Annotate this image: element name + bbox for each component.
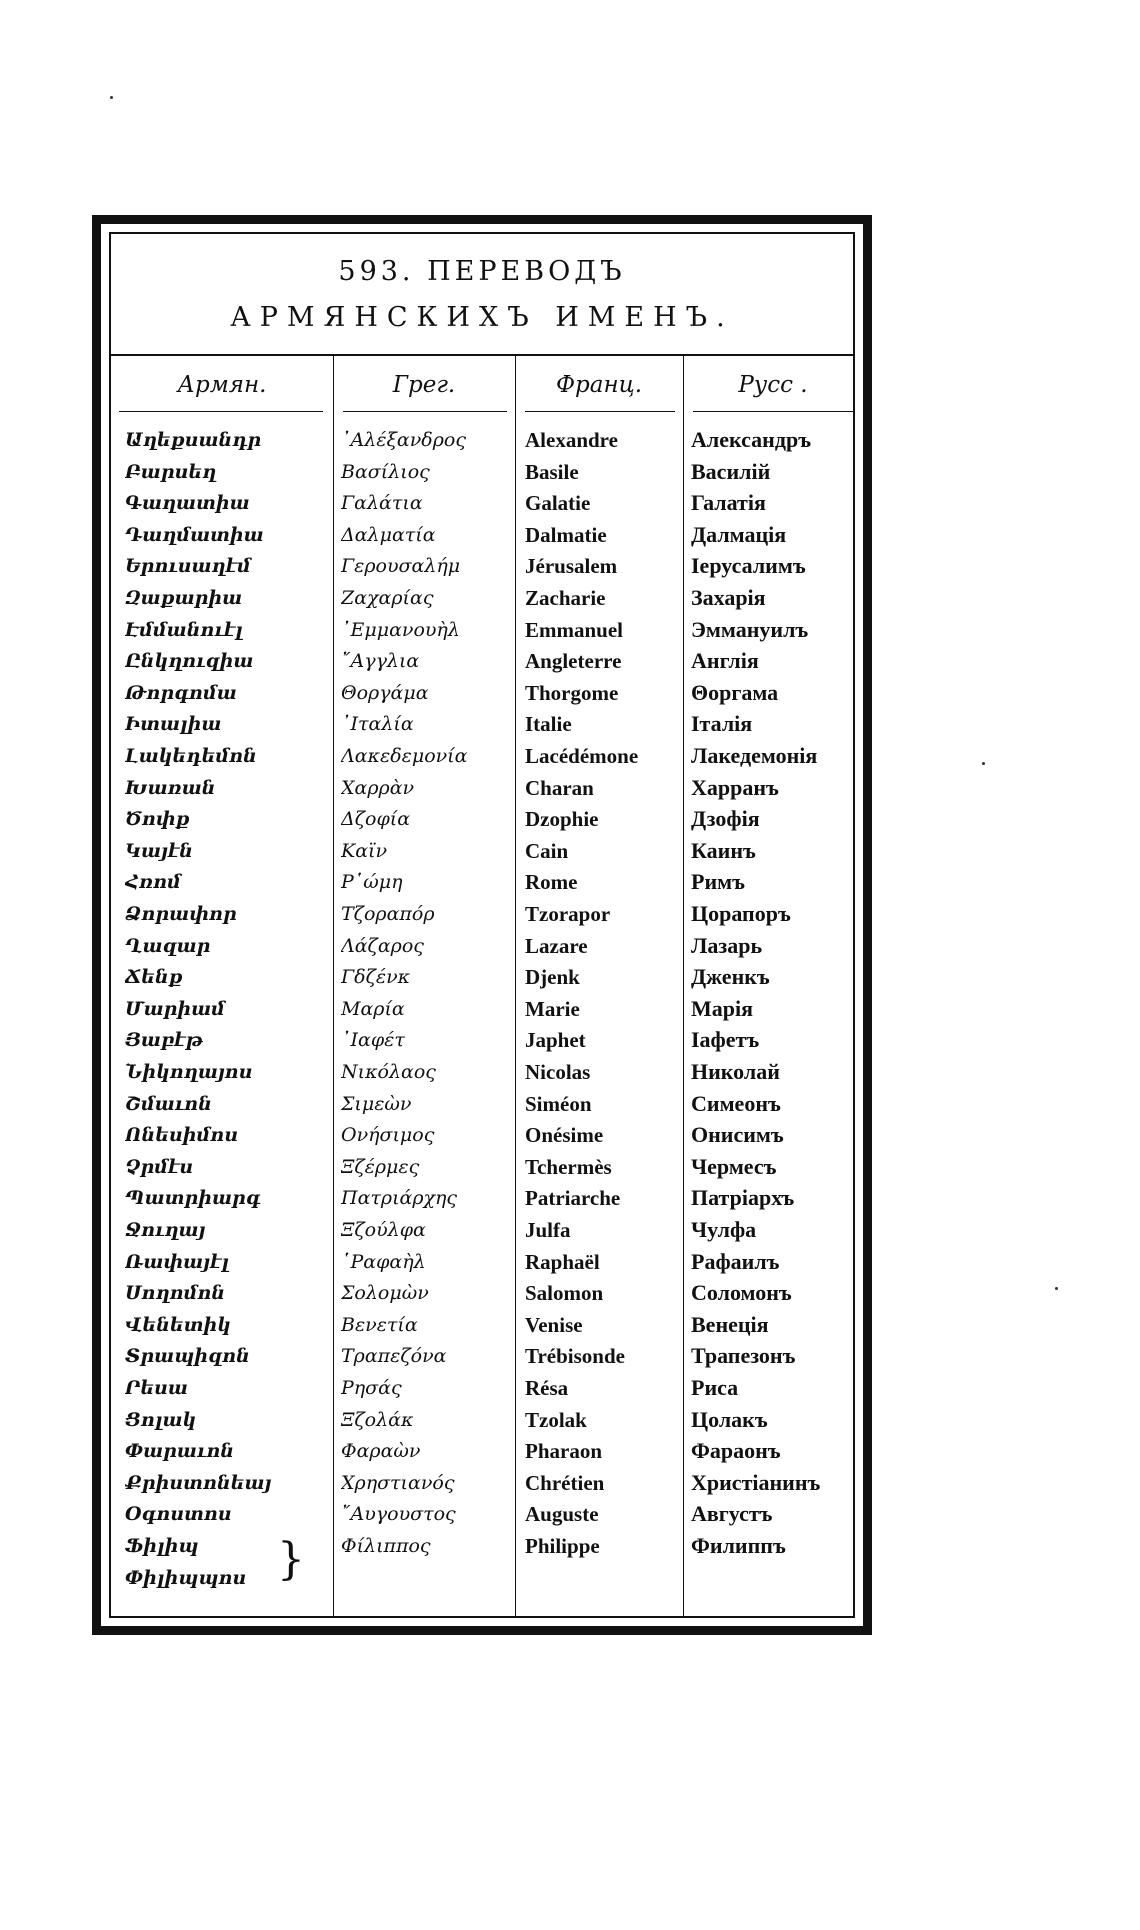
table-row bbox=[111, 866, 853, 898]
russian-name: Захарія bbox=[691, 585, 766, 610]
french-name: Nicolas bbox=[525, 1060, 591, 1084]
table-row bbox=[111, 487, 853, 519]
french-name: Lazare bbox=[525, 933, 588, 958]
table-row bbox=[111, 1467, 853, 1499]
table-row bbox=[111, 930, 853, 962]
greek-name: Λάζαρος bbox=[341, 934, 424, 957]
russian-name bbox=[691, 1562, 869, 1594]
table-row bbox=[111, 740, 853, 772]
table-row bbox=[111, 456, 853, 488]
greek-name: Χρηστιανός bbox=[341, 1471, 455, 1494]
russian-name: Цорапоръ bbox=[691, 901, 791, 926]
table-row bbox=[111, 1404, 853, 1436]
french-name: Onésime bbox=[525, 1123, 604, 1148]
french-name: Jérusalem bbox=[525, 554, 618, 579]
armenian-name: Ղազար bbox=[125, 934, 211, 957]
table-frame bbox=[92, 215, 872, 1635]
table-row bbox=[111, 519, 853, 551]
french-name: Tchermès bbox=[525, 1154, 612, 1179]
armenian-name: Դաղմատիա bbox=[125, 523, 264, 546]
russian-name: Каинъ bbox=[691, 837, 756, 863]
table-row bbox=[111, 708, 853, 740]
russian-name: Николай bbox=[691, 1059, 780, 1084]
greek-name: Δζοφία bbox=[341, 808, 411, 831]
greek-name: Ξζέρμες bbox=[341, 1155, 420, 1178]
french-name: Raphaël bbox=[525, 1249, 600, 1274]
french-name: Angleterre bbox=[525, 649, 622, 674]
table-row bbox=[111, 1214, 853, 1246]
greek-name: Γαλάτια bbox=[341, 492, 423, 515]
french-name: Thorgome bbox=[525, 680, 619, 705]
armenian-name: Չրմէս bbox=[125, 1155, 194, 1178]
table-row bbox=[111, 772, 853, 804]
table-row bbox=[111, 898, 853, 930]
greek-name: Λακεδεμονία bbox=[341, 745, 468, 767]
page-title: 593. ПЕРЕВОДЪ bbox=[338, 256, 626, 287]
french-name: Tzolak bbox=[525, 1407, 587, 1432]
page-subtitle: АРМЯНСКИХЪ ИМЕНЪ. bbox=[230, 302, 734, 333]
armenian-name: Փարաւոն bbox=[125, 1440, 235, 1463]
header-underline bbox=[119, 411, 323, 412]
greek-name: ᾿Ιταλία bbox=[341, 713, 414, 736]
french-name: Résa bbox=[525, 1376, 569, 1400]
russian-name: Рафаилъ bbox=[691, 1248, 780, 1274]
greek-name: Μαρία bbox=[341, 997, 405, 1020]
russian-name: Θоргама bbox=[691, 679, 779, 705]
russian-name: Онисимъ bbox=[691, 1122, 784, 1148]
french-name: Italie bbox=[525, 712, 572, 737]
paper-speck bbox=[982, 762, 985, 765]
french-name: Lacédémone bbox=[525, 744, 639, 768]
armenian-name: Ցոլակ bbox=[125, 1408, 197, 1431]
armenian-name: Աղեքսանդր bbox=[125, 429, 262, 451]
header-underline bbox=[525, 411, 675, 412]
greek-name bbox=[341, 1562, 506, 1594]
greek-name: ᾿Αλέξανδρος bbox=[341, 429, 466, 451]
armenian-name: Հռոմ bbox=[125, 871, 181, 894]
greek-name: Πατριάρχης bbox=[341, 1187, 458, 1210]
armenian-name: Զաքարիա bbox=[125, 587, 243, 609]
greek-name: ῎Αγγλια bbox=[341, 650, 420, 673]
french-name: Marie bbox=[525, 996, 580, 1021]
russian-name: Василій bbox=[691, 458, 771, 484]
armenian-name: Շմաւոն bbox=[125, 1092, 212, 1115]
greek-name: Ζαχαρίας bbox=[341, 587, 434, 609]
french-name: Philippe bbox=[525, 1534, 600, 1558]
table-row bbox=[111, 1151, 853, 1183]
table-row bbox=[111, 1435, 853, 1467]
greek-name: Σιμεὼν bbox=[341, 1092, 412, 1115]
armenian-name: Ծոփք bbox=[125, 808, 190, 831]
armenian-name: Երուսաղէմ bbox=[125, 555, 251, 578]
greek-name: Τραπεζόνα bbox=[341, 1345, 447, 1368]
russian-name: Венеція bbox=[691, 1311, 769, 1337]
table-row bbox=[111, 1562, 853, 1594]
table-row bbox=[111, 1056, 853, 1088]
french-name: Cain bbox=[525, 838, 569, 863]
greek-name: ᾿Ιαφέτ bbox=[341, 1029, 405, 1052]
russian-name: Цолакъ bbox=[691, 1406, 768, 1432]
greek-name: Θοργάμα bbox=[341, 681, 429, 704]
table-row bbox=[111, 424, 853, 456]
russian-name: Августъ bbox=[691, 1501, 773, 1527]
russian-name: Дженкъ bbox=[691, 964, 770, 990]
armenian-name: Ջուղայ bbox=[125, 1219, 206, 1241]
french-name: Siméon bbox=[525, 1091, 592, 1116]
french-name: Tzorapor bbox=[525, 902, 611, 926]
russian-name: Трапезонъ bbox=[691, 1343, 796, 1369]
armenian-name: Նիկողայոս bbox=[125, 1061, 253, 1083]
paper-speck bbox=[1055, 1287, 1058, 1290]
french-name: Rome bbox=[525, 870, 578, 895]
greek-name: Ρ῾ώμη bbox=[341, 871, 403, 894]
greek-name: Καϊν bbox=[341, 839, 388, 862]
column-header-greek: Грег. bbox=[392, 372, 456, 398]
greek-name: Βασίλιος bbox=[341, 460, 430, 483]
french-name: Emmanuel bbox=[525, 617, 624, 642]
column-header-russian: Русс . bbox=[738, 372, 808, 398]
russian-name: Іафетъ bbox=[691, 1027, 760, 1053]
column-header-armenian: Армян. bbox=[177, 372, 267, 398]
russian-name: Патріархъ bbox=[691, 1185, 795, 1211]
armenian-name: Իտալիա bbox=[125, 713, 222, 736]
armenian-name: Օգոստոս bbox=[125, 1503, 232, 1526]
greek-name: Σολομὼν bbox=[341, 1282, 429, 1305]
french-name: Dzophie bbox=[525, 807, 599, 832]
armenian-name: Էմմանուէլ bbox=[125, 618, 243, 641]
russian-name: Лакедемонія bbox=[691, 743, 818, 768]
table-row bbox=[111, 1372, 853, 1404]
armenian-name: Մարիամ bbox=[125, 997, 225, 1020]
armenian-name: Փիլիպպոս bbox=[125, 1566, 247, 1589]
french-name: Charan bbox=[525, 775, 594, 800]
table-row bbox=[111, 582, 853, 614]
armenian-name: Ֆիլիպ bbox=[125, 1535, 199, 1557]
armenian-name: Պատրիարգ bbox=[125, 1187, 261, 1210]
table-row bbox=[111, 614, 853, 646]
greek-name: ῎Αυγουστος bbox=[341, 1503, 456, 1526]
russian-name: Англія bbox=[691, 648, 759, 674]
paper-speck bbox=[110, 96, 113, 99]
armenian-name: Քրիստոնեայ bbox=[125, 1471, 272, 1494]
armenian-name: Յաբէթ bbox=[125, 1029, 203, 1052]
greek-name: ῾Ραφαὴλ bbox=[341, 1250, 426, 1273]
russian-name: Эммануилъ bbox=[691, 616, 809, 642]
armenian-name: Գաղատիա bbox=[125, 492, 250, 515]
russian-name: Симеонъ bbox=[691, 1090, 781, 1116]
greek-name: Χαρρὰν bbox=[341, 776, 415, 799]
table-row bbox=[111, 645, 853, 677]
greek-name: ᾿Εμμανουὴλ bbox=[341, 618, 460, 641]
table-row bbox=[111, 1530, 853, 1562]
russian-name: Харранъ bbox=[691, 774, 779, 800]
armenian-name: Թորգոմա bbox=[125, 681, 237, 704]
greek-name: Φαραὼν bbox=[341, 1440, 421, 1463]
armenian-name: Ընկղուզիա bbox=[125, 650, 254, 673]
greek-name: Δαλματία bbox=[341, 523, 436, 546]
header-underline bbox=[343, 411, 507, 412]
russian-name: Дзофія bbox=[691, 806, 760, 832]
table-row bbox=[111, 803, 853, 835]
russian-name: Александръ bbox=[691, 427, 812, 452]
header-underline bbox=[693, 411, 853, 412]
greek-name: Ξζούλφα bbox=[341, 1219, 426, 1241]
table-row bbox=[111, 1182, 853, 1214]
table-row bbox=[111, 961, 853, 993]
french-name: Salomon bbox=[525, 1281, 604, 1306]
greek-name: Γερουσαλήμ bbox=[341, 555, 461, 578]
russian-name: Чулфа bbox=[691, 1217, 757, 1242]
armenian-name: Ձորափոր bbox=[125, 903, 237, 925]
greek-name: Ονήσιμος bbox=[341, 1124, 435, 1147]
russian-name: Марія bbox=[691, 995, 754, 1021]
armenian-name: Բարսեղ bbox=[125, 460, 217, 483]
greek-name: Βενετία bbox=[341, 1313, 418, 1336]
column-header-french: Франц. bbox=[555, 372, 643, 398]
russian-name: Христіанинъ bbox=[691, 1469, 821, 1495]
russian-name: Соломонъ bbox=[691, 1280, 792, 1306]
french-name: Patriarche bbox=[525, 1186, 621, 1211]
french-name: Julfa bbox=[525, 1218, 571, 1242]
table-row bbox=[111, 1119, 853, 1151]
french-name: Venise bbox=[525, 1312, 583, 1337]
armenian-name: Լակեդեմոն bbox=[125, 745, 257, 767]
armenian-name: Կայէն bbox=[125, 839, 193, 862]
greek-name: Ρησάς bbox=[341, 1377, 402, 1399]
table-row bbox=[111, 1246, 853, 1278]
french-name: Zacharie bbox=[525, 586, 606, 610]
russian-name: Далмація bbox=[691, 521, 787, 547]
french-name: Auguste bbox=[525, 1502, 599, 1527]
french-name: Dalmatie bbox=[525, 522, 607, 547]
greek-name: Νικόλαος bbox=[341, 1061, 436, 1083]
french-name: Chrétien bbox=[525, 1470, 605, 1495]
french-name: Trébisonde bbox=[525, 1344, 625, 1369]
french-name: Alexandre bbox=[525, 428, 618, 452]
french-name: Galatie bbox=[525, 491, 591, 516]
french-name: Djenk bbox=[525, 965, 580, 990]
table-row bbox=[111, 1277, 853, 1309]
armenian-name: Րեսա bbox=[125, 1377, 188, 1399]
greek-name: Φίλιππος bbox=[341, 1535, 431, 1557]
armenian-name: Վենետիկ bbox=[125, 1313, 231, 1336]
russian-name: Галатія bbox=[691, 490, 766, 516]
armenian-name: Սողոմոն bbox=[125, 1282, 226, 1305]
russian-name: Іерусалимъ bbox=[691, 553, 806, 579]
french-name: Japhet bbox=[525, 1028, 586, 1053]
russian-name: Фараонъ bbox=[691, 1438, 781, 1464]
russian-name: Італія bbox=[691, 711, 753, 737]
greek-name: Γδζένκ bbox=[341, 966, 411, 989]
table-row bbox=[111, 993, 853, 1025]
russian-name: Филиппъ bbox=[691, 1533, 786, 1558]
russian-name: Римъ bbox=[691, 869, 745, 895]
armenian-name: Խառան bbox=[125, 776, 216, 799]
table-row bbox=[111, 677, 853, 709]
title-rule bbox=[111, 354, 853, 356]
armenian-name: Տրապիզոն bbox=[125, 1345, 250, 1368]
french-name: Basile bbox=[525, 459, 579, 484]
table-row bbox=[111, 1024, 853, 1056]
table-inner-frame bbox=[109, 232, 855, 1618]
table-row bbox=[111, 1309, 853, 1341]
russian-name: Лазарь bbox=[691, 932, 763, 958]
armenian-name: Ճենք bbox=[125, 966, 183, 989]
french-name: Pharaon bbox=[525, 1439, 603, 1464]
table-row bbox=[111, 550, 853, 582]
russian-name: Чермесъ bbox=[691, 1153, 777, 1179]
armenian-name: Ոնեսիմոս bbox=[125, 1124, 239, 1147]
french-name bbox=[525, 1562, 677, 1594]
table-row bbox=[111, 1340, 853, 1372]
greek-name: Ξζολάκ bbox=[341, 1408, 414, 1431]
table-row bbox=[111, 1498, 853, 1530]
russian-name: Риса bbox=[691, 1375, 739, 1400]
table-row bbox=[111, 835, 853, 867]
armenian-name: Ռափայէլ bbox=[125, 1250, 229, 1273]
grouping-brace: } bbox=[277, 1534, 305, 1585]
table-row bbox=[111, 1088, 853, 1120]
greek-name: Τζοραπόρ bbox=[341, 903, 435, 925]
